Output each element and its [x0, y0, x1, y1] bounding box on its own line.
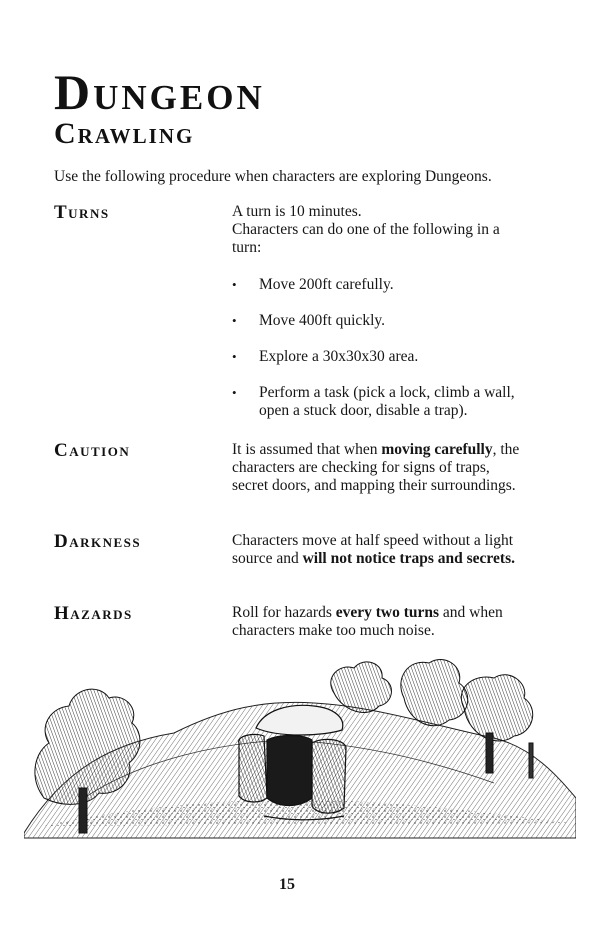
turns-bullet-list: [232, 276, 522, 421]
section-label-caution: Caution: [54, 440, 131, 461]
section-body-turns: [232, 203, 522, 421]
emphasis-text: will not notice traps and secrets.: [302, 550, 515, 568]
bullet-icon: •: [232, 312, 237, 328]
list-item: • Move 200ft carefully.: [232, 275, 394, 293]
section-body-hazards: Roll for hazards every two turns and when characters make too much noise.: [232, 604, 503, 640]
section-body-caution: It is assumed that when moving carefully, the characters are checking for signs of traps, secret doors, and mapping their surroundings.: [232, 441, 520, 495]
list-item: • Move 400ft quickly.: [232, 311, 385, 329]
section-body-darkness: Characters move at half speed without a light source and will not notice traps and secrets.: [232, 532, 515, 568]
bullet-icon: •: [232, 276, 237, 292]
emphasis-text: moving carefully: [381, 441, 493, 458]
list-item: • Explore a 30x30x30 area.: [232, 348, 419, 366]
page-number: 15: [279, 876, 295, 893]
list-item: • Perform a task (pick a lock, climb a wall, open a stuck door, disable a trap).: [232, 384, 515, 420]
section-label-hazards: Hazards: [54, 603, 133, 624]
page-subtitle: Crawling: [54, 117, 195, 150]
bullet-icon: •: [232, 385, 237, 401]
page-title: Dungeon: [54, 64, 265, 120]
turns-options-text: Characters can do one of the following in a turn:: [232, 221, 500, 257]
intro-text: Use the following procedure when characters are exploring Dungeons.: [54, 168, 492, 185]
turns-duration-text: A turn is 10 minutes.: [232, 203, 362, 220]
section-label-turns: Turns: [54, 202, 110, 223]
emphasis-text: every two turns: [335, 604, 440, 621]
dolmen-illustration: [24, 648, 576, 848]
bullet-icon: •: [232, 349, 237, 365]
section-label-darkness: Darkness: [54, 531, 142, 552]
